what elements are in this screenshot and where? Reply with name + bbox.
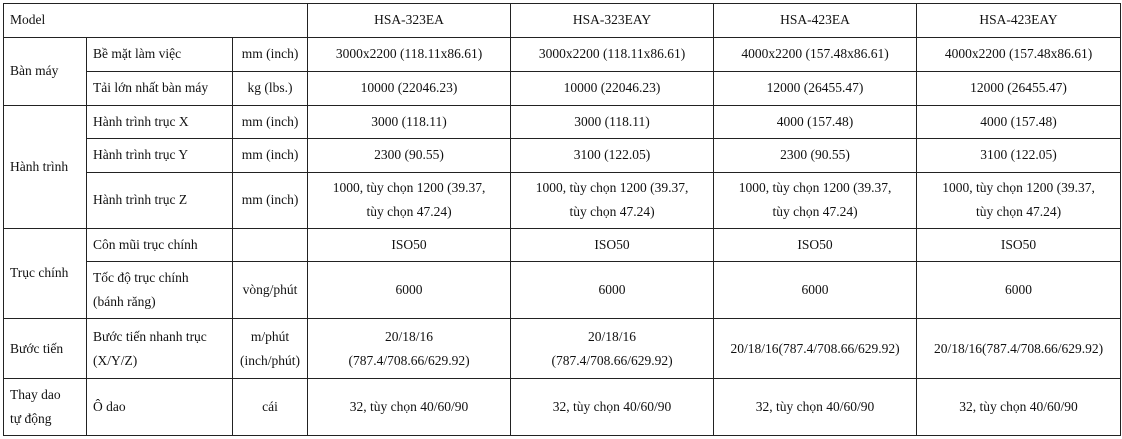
value-cell: 20/18/16 (787.4/708.66/629.92)	[308, 319, 511, 379]
unit-cell: m/phút (inch/phút)	[233, 319, 308, 379]
value-cell: 10000 (22046.23)	[308, 72, 511, 106]
header-row	[4, 4, 1121, 38]
spec-row	[4, 105, 1121, 139]
unit-cell: mm (inch)	[233, 139, 308, 173]
category-cell: Bước tiến	[4, 319, 87, 379]
model-name: HSA-423EA	[714, 4, 917, 38]
spec-row	[4, 378, 1121, 435]
value-cell: ISO50	[714, 228, 917, 262]
value-cell: ISO50	[511, 228, 714, 262]
spec-row	[4, 228, 1121, 262]
value-cell: 20/18/16(787.4/708.66/629.92)	[714, 319, 917, 379]
spec-name-cell: Tốc độ trục chính (bánh răng)	[87, 262, 233, 319]
value-cell: 20/18/16(787.4/708.66/629.92)	[917, 319, 1121, 379]
value-cell: 1000, tùy chọn 1200 (39.37, tùy chọn 47.24)	[308, 172, 511, 228]
value-cell: 3000x2200 (118.11x86.61)	[308, 37, 511, 72]
spec-name-cell: Hành trình trục Z	[87, 172, 233, 228]
model-name: HSA-323EA	[308, 4, 511, 38]
spec-name-cell: Hành trình trục X	[87, 105, 233, 139]
value-cell: 12000 (26455.47)	[917, 72, 1121, 106]
value-cell: 1000, tùy chọn 1200 (39.37, tùy chọn 47.24)	[714, 172, 917, 228]
value-cell: 2300 (90.55)	[308, 139, 511, 173]
spec-row	[4, 37, 1121, 72]
value-cell: ISO50	[917, 228, 1121, 262]
spec-row	[4, 139, 1121, 173]
spec-name-cell: Hành trình trục Y	[87, 139, 233, 173]
value-cell: 3100 (122.05)	[511, 139, 714, 173]
value-cell: 20/18/16 (787.4/708.66/629.92)	[511, 319, 714, 379]
value-cell: 3000x2200 (118.11x86.61)	[511, 37, 714, 72]
unit-cell: vòng/phút	[233, 262, 308, 319]
spec-row	[4, 319, 1121, 379]
spec-name-cell: Bước tiến nhanh trục (X/Y/Z)	[87, 319, 233, 379]
unit-cell	[233, 228, 308, 262]
value-cell: 6000	[714, 262, 917, 319]
category-cell: Thay dao tự động	[4, 378, 87, 435]
value-cell: 10000 (22046.23)	[511, 72, 714, 106]
spec-row	[4, 262, 1121, 319]
model-name: HSA-423EAY	[917, 4, 1121, 38]
value-cell: 2300 (90.55)	[714, 139, 917, 173]
value-cell: 4000 (157.48)	[714, 105, 917, 139]
value-cell: 32, tùy chọn 40/60/90	[308, 378, 511, 435]
value-cell: 6000	[917, 262, 1121, 319]
unit-cell: kg (lbs.)	[233, 72, 308, 106]
value-cell: 32, tùy chọn 40/60/90	[511, 378, 714, 435]
value-cell: ISO50	[308, 228, 511, 262]
value-cell: 1000, tùy chọn 1200 (39.37, tùy chọn 47.24)	[917, 172, 1121, 228]
value-cell: 3100 (122.05)	[917, 139, 1121, 173]
value-cell: 1000, tùy chọn 1200 (39.37, tùy chọn 47.24)	[511, 172, 714, 228]
value-cell: 3000 (118.11)	[511, 105, 714, 139]
spec-name-cell: Tải lớn nhất bàn máy	[87, 72, 233, 106]
spec-name-cell: Ô dao	[87, 378, 233, 435]
value-cell: 3000 (118.11)	[308, 105, 511, 139]
spec-row	[4, 172, 1121, 228]
spec-name-cell: Côn mũi trục chính	[87, 228, 233, 262]
model-label: Model	[4, 4, 308, 38]
spec-row	[4, 72, 1121, 106]
model-name: HSA-323EAY	[511, 4, 714, 38]
unit-cell: mm (inch)	[233, 105, 308, 139]
value-cell: 6000	[511, 262, 714, 319]
value-cell: 6000	[308, 262, 511, 319]
spec-table	[3, 3, 1121, 436]
value-cell: 12000 (26455.47)	[714, 72, 917, 106]
unit-cell: mm (inch)	[233, 37, 308, 72]
value-cell: 4000x2200 (157.48x86.61)	[917, 37, 1121, 72]
category-cell: Bàn máy	[4, 37, 87, 105]
category-cell: Hành trình	[4, 105, 87, 228]
value-cell: 32, tùy chọn 40/60/90	[714, 378, 917, 435]
value-cell: 4000x2200 (157.48x86.61)	[714, 37, 917, 72]
value-cell: 4000 (157.48)	[917, 105, 1121, 139]
value-cell: 32, tùy chọn 40/60/90	[917, 378, 1121, 435]
category-cell: Trục chính	[4, 228, 87, 318]
unit-cell: mm (inch)	[233, 172, 308, 228]
unit-cell: cái	[233, 378, 308, 435]
spec-name-cell: Bề mặt làm việc	[87, 37, 233, 72]
